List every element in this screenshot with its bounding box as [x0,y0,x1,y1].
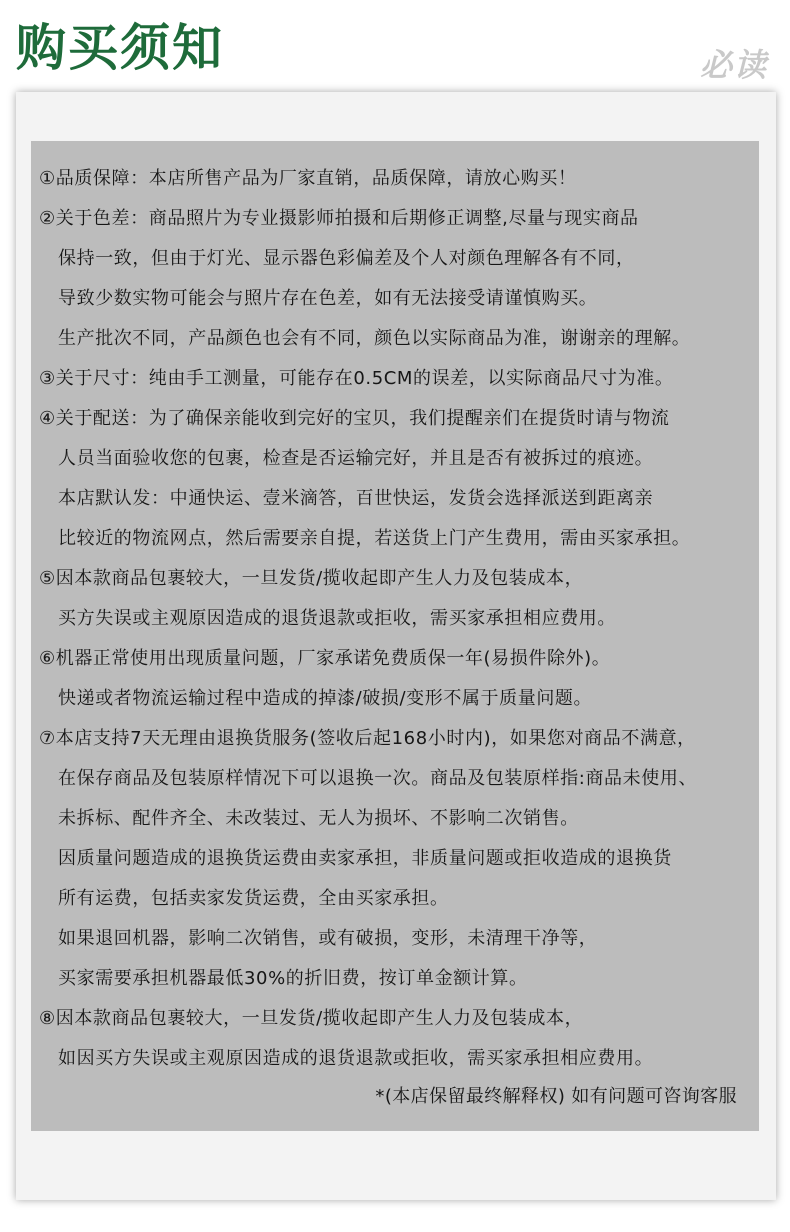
notice-lines [39,159,753,1079]
notice-line: 快递或者物流运输过程中造成的掉漆/破损/变形不属于质量问题。 [58,688,593,709]
notice-line: 保持一致，但由于灯光、显示器色彩偏差及个人对颜色理解各有不同， [58,248,635,269]
footer-note: *(本店保留最终解释权) 如有问题可咨询客服 [375,1086,737,1107]
notice-line: ⑦本店支持7天无理由退换货服务(签收后起168小时内)，如果您对商品不满意， [39,728,696,749]
page-title: 购买须知 [16,18,224,77]
notice-line: ①品质保障：本店所售产品为厂家直销，品质保障，请放心购买！ [39,168,577,189]
notice-line: 人员当面验收您的包裹，检查是否运输完好，并且是否有被拆过的痕迹。 [58,448,654,469]
notice-card [16,92,776,1200]
notice-line: 比较近的物流网点，然后需要亲自提，若送货上门产生费用，需由买家承担。 [58,528,691,549]
notice-line: 如因买方失误或主观原因造成的退货退款或拒收，需买家承担相应费用。 [58,1048,654,1069]
notice-line: ⑧因本款商品包裹较大，一旦发货/揽收起即产生人力及包装成本， [39,1008,584,1029]
notice-line: 导致少数实物可能会与照片存在色差，如有无法接受请谨慎购买。 [58,288,598,309]
notice-line: 本店默认发：中通快运、壹米滴答，百世快运，发货会选择派送到距离亲 [58,488,654,509]
notice-line: ⑥机器正常使用出现质量问题，厂家承诺免费质保一年(易损件除外)。 [39,648,611,669]
notice-line: ④关于配送：为了确保亲能收到完好的宝贝，我们提醒亲们在提货时请与物流 [39,408,670,429]
notice-line: 在保存商品及包装原样情况下可以退换一次。商品及包装原样指:商品未使用、 [58,768,698,789]
notice-line: 如果退回机器，影响二次销售，或有破损，变形，未清理干净等， [58,928,598,949]
notice-line: ②关于色差：商品照片为专业摄影师拍摄和后期修正调整,尽量与现实商品 [39,208,639,229]
notice-line: 生产批次不同，产品颜色也会有不同，颜色以实际商品为准，谢谢亲的理解。 [58,328,691,349]
must-read-badge: 必读 [699,46,768,84]
notice-line: 买方失误或主观原因造成的退货退款或拒收，需买家承担相应费用。 [58,608,616,629]
notice-line: ③关于尺寸：纯由手工测量，可能存在0.5CM的误差，以实际商品尺寸为准。 [39,368,674,389]
notice-line: 未拆标、配件齐全、未改装过、无人为损坏、不影响二次销售。 [58,808,579,829]
notice-panel [31,141,759,1131]
notice-line: 所有运费，包括卖家发货运费，全由买家承担。 [58,888,449,909]
notice-line: 因质量问题造成的退换货运费由卖家承担，非质量问题或拒收造成的退换货 [58,848,672,869]
notice-line: ⑤因本款商品包裹较大，一旦发货/揽收起即产生人力及包装成本， [39,568,584,589]
notice-line: 买家需要承担机器最低30%的折旧费，按订单金额计算。 [58,968,528,989]
